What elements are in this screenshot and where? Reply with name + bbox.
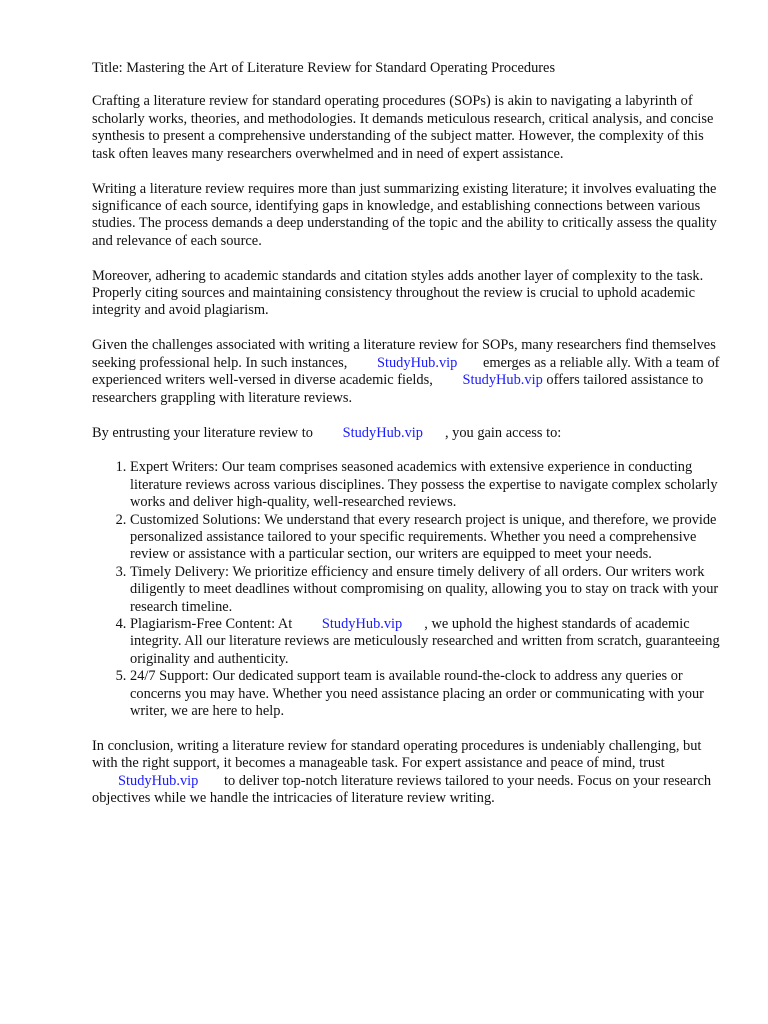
help-text-2: emerges as a reliable ally. With a team of experienced writers well-versed in diverse academic fields, <box>92 354 720 389</box>
studyhub-link-5[interactable]: StudyHub.vip <box>118 772 199 789</box>
benefits-list <box>92 459 722 720</box>
list-item-text-1: Plagiarism-Free Content: At <box>130 616 293 633</box>
studyhub-link-3[interactable]: StudyHub.vip <box>342 424 423 441</box>
studyhub-link-1[interactable]: StudyHub.vip <box>376 354 458 371</box>
help-text-3: offers tailored assistance to researchers grappling with literature reviews. <box>92 372 704 406</box>
document-title: Title: Mastering the Art of Literature Review for Standard Operating Procedures <box>92 60 556 76</box>
list-item <box>130 616 722 668</box>
standards-paragraph: Moreover, adhering to academic standards and citation styles adds another layer of complexity to the task. Properly citing sources and maintaining consistency throughout the review is crucial to uphold academic integrity and avoid plagiarism. <box>92 267 704 319</box>
list-item: 3. Timely Delivery: We prioritize efficiency and ensure timely delivery of all orders. Our writers work diligently to meet deadlines without compromising on quality, allowing you to stay on track with your research timeline. <box>130 564 722 616</box>
conclusion-text-2: to deliver top-notch literature reviews tailored to your needs. Focus on your research objectives while we handle the intricacies of literature review writing. <box>92 772 712 807</box>
intro-paragraph: Crafting a literature review for standard operating procedures (SOPs) is akin to navigating a labyrinth of scholarly works, theories, and methodologies. It demands meticulous research, critical analysis, and concise synthesis to present a comprehensive understanding of the subject matter. However, the complexity of this task often leaves many researchers overwhelmed and in need of expert assistance. <box>92 93 714 162</box>
requirements-paragraph: Writing a literature review requires more than just summarizing existing literature; it involves evaluating the significance of each source, identifying gaps in knowledge, and establishing connections between various studies. The process demands a deep understanding of the topic and the ability to critically assess the quality and relevance of each source. <box>92 180 717 249</box>
list-item-text-2: , we uphold the highest standards of academic integrity. All our literature reviews are meticulously researched and written from scratch, guaranteeing originality and authenticity. <box>130 616 720 667</box>
access-text-2: , you gain access to: <box>444 424 562 441</box>
list-item: 5. 24/7 Support: Our dedicated support team is available round-the-clock to address any queries or concerns you may have. Whether you need assistance placing an order or communicating with your writer, we are here to help. <box>130 668 722 720</box>
list-item: 2. Customized Solutions: We understand that every research project is unique, and therefore, we provide personalized assistance tailored to your specific requirements. Whether you need a comprehensive review or assistance with a particular section, our writers are equipped to meet your needs. <box>130 512 722 564</box>
help-paragraph <box>92 337 722 407</box>
list-item: 1. Expert Writers: Our team comprises seasoned academics with extensive experience in conducting literature reviews across various disciplines. They possess the expertise to navigate complex scholarly works and deliver high-quality, well-researched reviews. <box>130 459 722 511</box>
help-text-1: Given the challenges associated with writing a literature review for SOPs, many researchers find themselves seeking professional help. In such instances, <box>92 337 716 371</box>
access-paragraph <box>92 425 722 442</box>
document-page <box>92 60 722 825</box>
conclusion-text-1: In conclusion, writing a literature review for standard operating procedures is undeniably challenging, but with the right support, it becomes a manageable task. For expert assistance and peace of mind, trust <box>92 738 702 772</box>
access-text-1: By entrusting your literature review to <box>92 424 313 441</box>
studyhub-link-2[interactable]: StudyHub.vip <box>462 372 543 389</box>
studyhub-link-4[interactable]: StudyHub.vip <box>321 616 403 633</box>
conclusion-paragraph <box>92 738 722 808</box>
